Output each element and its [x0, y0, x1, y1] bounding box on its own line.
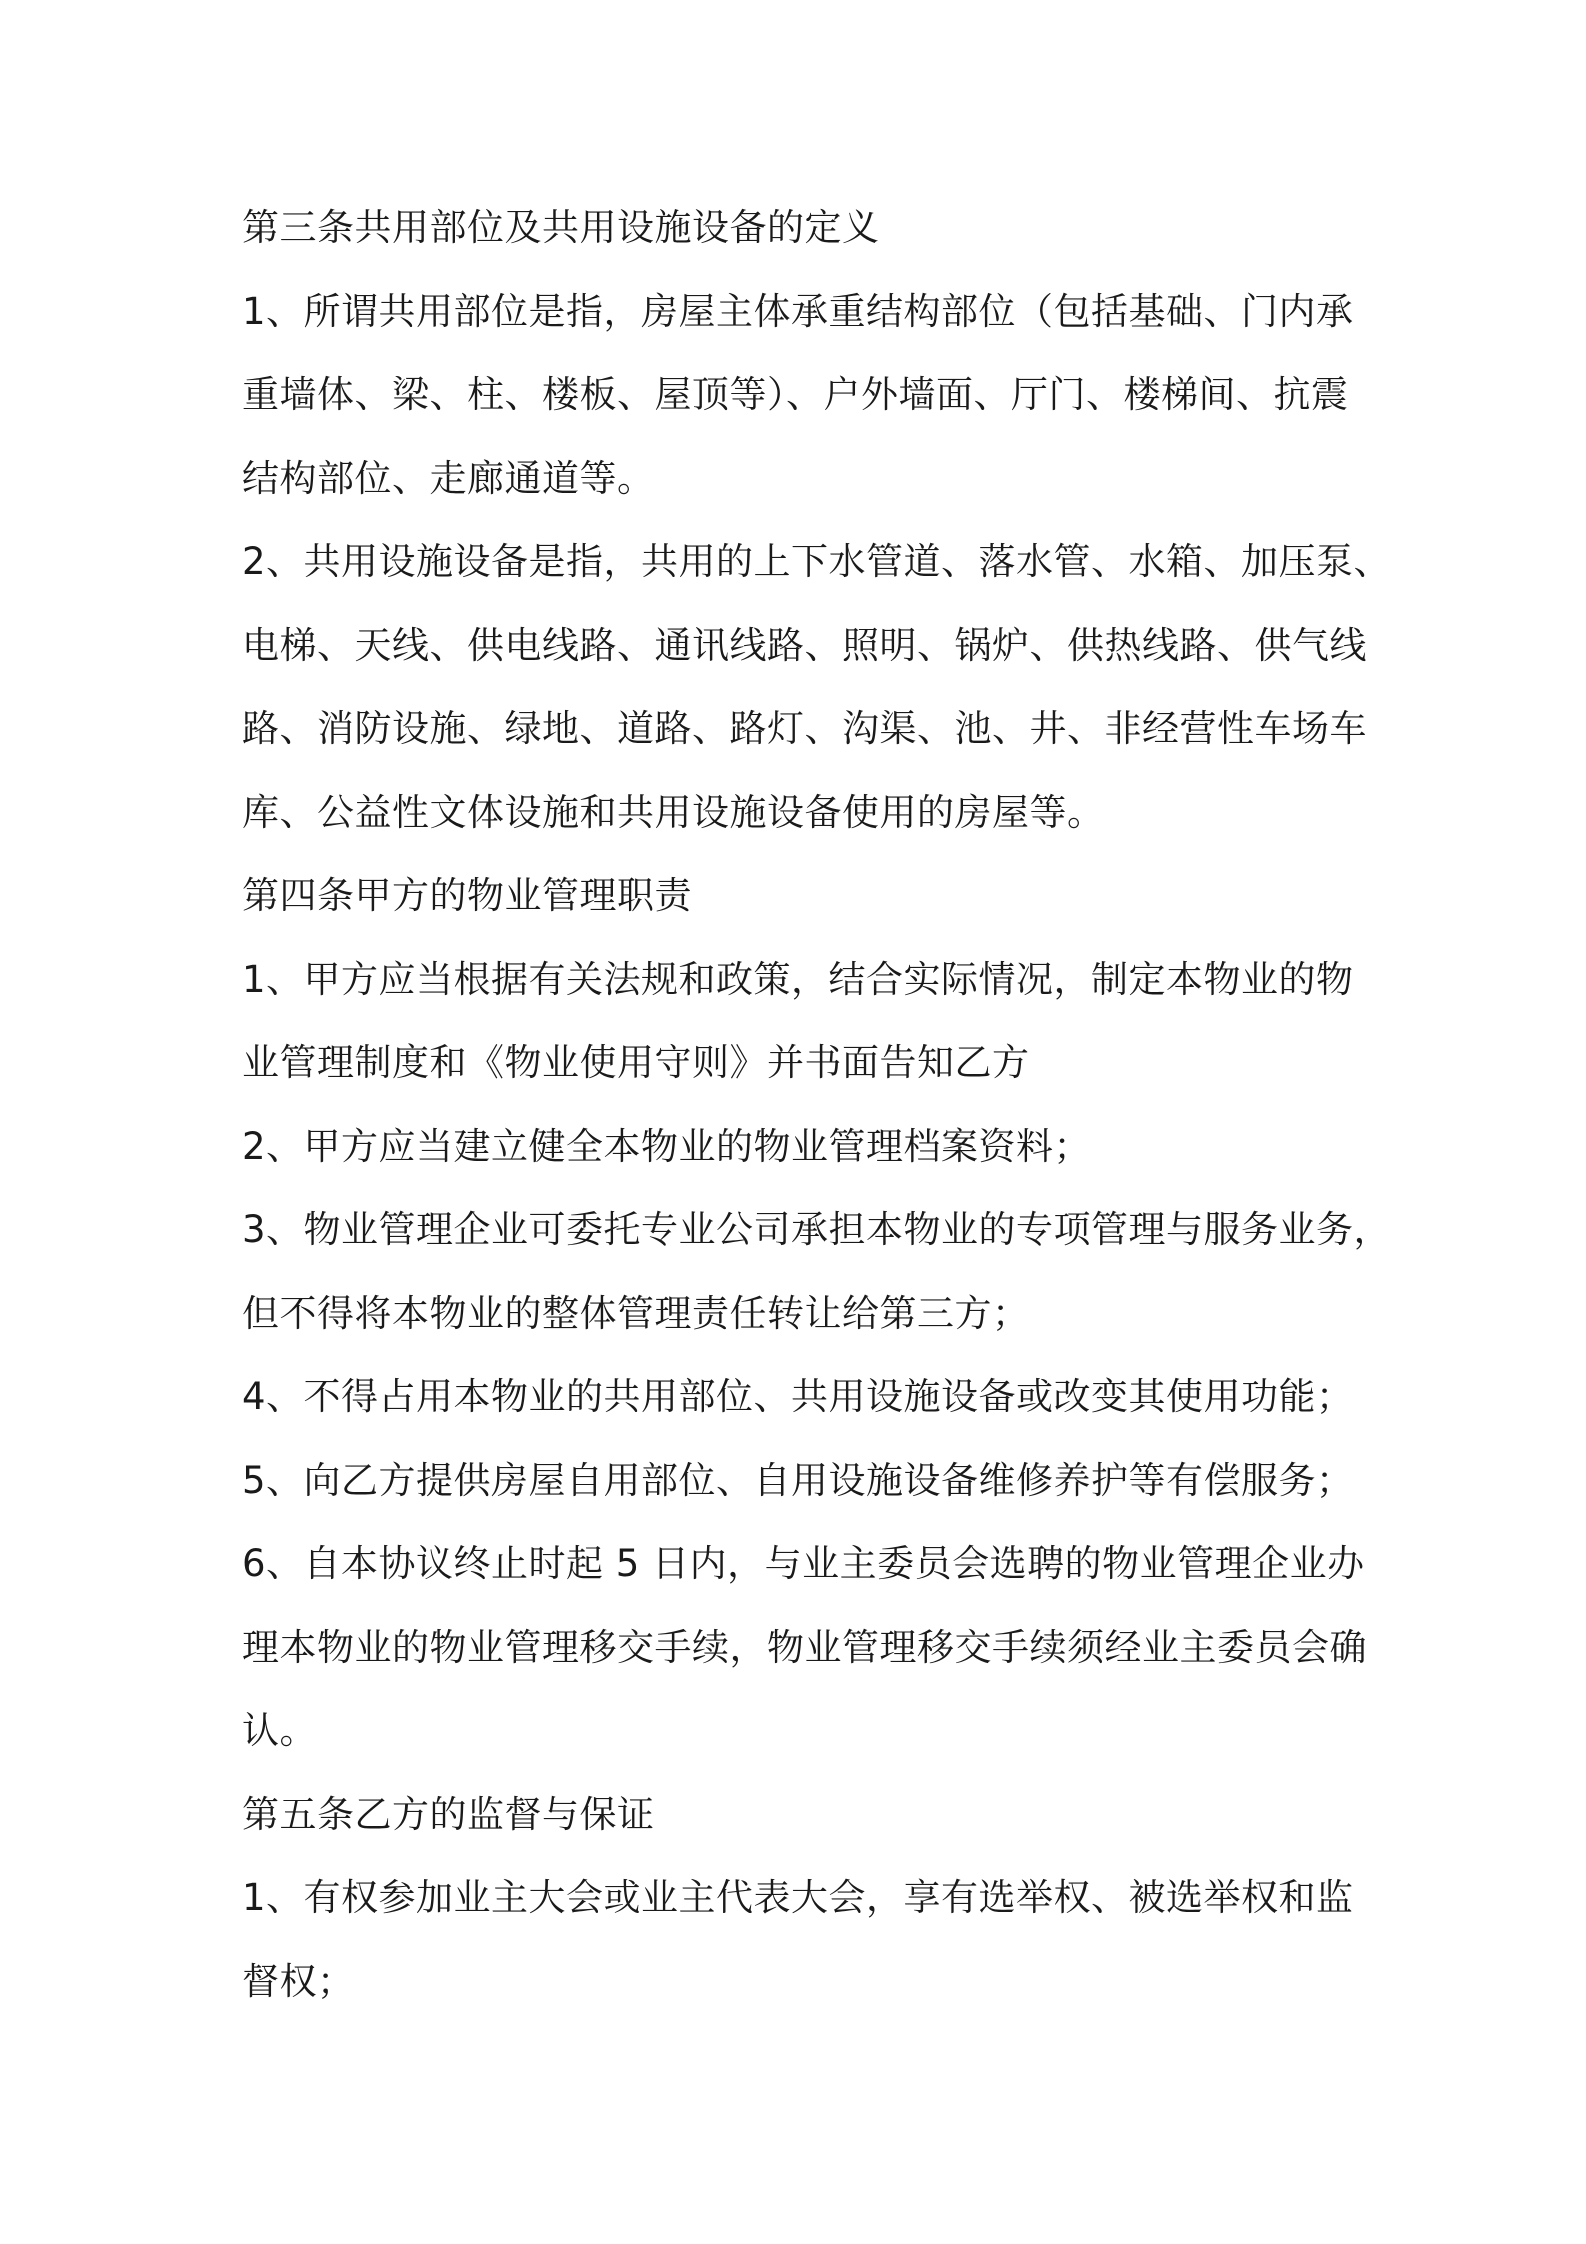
article-4-item-2: 2、甲方应当建立健全本物业的物业管理档案资料；	[242, 1125, 1092, 1168]
article-3-item-2-line-4: 库、公益性文体设施和共用设施设备使用的房屋等。	[242, 791, 1105, 834]
article-3-item-2-line-2: 电梯、天线、供电线路、通讯线路、照明、锅炉、供热线路、供气线	[242, 624, 1367, 667]
article-4-item-6-line-1: 6、自本协议终止时起 5 日内，与业主委员会选聘的物业管理企业办	[242, 1542, 1365, 1585]
article-4-heading: 第四条甲方的物业管理职责	[242, 874, 692, 917]
article-3-item-2-line-3: 路、消防设施、绿地、道路、路灯、沟渠、池、井、非经营性车场车	[242, 707, 1367, 750]
article-4-item-5: 5、向乙方提供房屋自用部位、自用设施设备维修养护等有偿服务；	[242, 1459, 1354, 1502]
article-5-item-1-line-1: 1、有权参加业主大会或业主代表大会，享有选举权、被选举权和监	[242, 1876, 1354, 1919]
article-5-item-1-line-2: 督权；	[242, 1960, 355, 2003]
article-3-item-2-line-1: 2、共用设施设备是指，共用的上下水管道、落水管、水箱、加压泵、	[242, 540, 1392, 583]
article-4-item-1-line-2: 业管理制度和《物业使用守则》并书面告知乙方	[242, 1041, 1030, 1084]
article-3-item-1-line-3: 结构部位、走廊通道等。	[242, 457, 655, 500]
article-4-item-4: 4、不得占用本物业的共用部位、共用设施设备或改变其使用功能；	[242, 1375, 1354, 1418]
article-4-item-3-line-1: 3、物业管理企业可委托专业公司承担本物业的专项管理与服务业务，	[242, 1208, 1392, 1251]
article-3-heading: 第三条共用部位及共用设施设备的定义	[242, 206, 880, 249]
article-4-item-1-line-1: 1、甲方应当根据有关法规和政策，结合实际情况，制定本物业的物	[242, 958, 1354, 1001]
article-4-item-3-line-2: 但不得将本物业的整体管理责任转让给第三方；	[242, 1292, 1030, 1335]
article-3-item-1-line-1: 1、所谓共用部位是指，房屋主体承重结构部位（包括基础、门内承	[242, 290, 1354, 333]
article-3-item-1-line-2: 重墙体、梁、柱、楼板、屋顶等）、户外墙面、厅门、楼梯间、抗震	[242, 373, 1349, 416]
article-4-item-6-line-2: 理本物业的物业管理移交手续，物业管理移交手续须经业主委员会确	[242, 1626, 1367, 1669]
article-4-item-6-line-3: 认。	[242, 1709, 317, 1752]
article-5-heading: 第五条乙方的监督与保证	[242, 1793, 655, 1836]
